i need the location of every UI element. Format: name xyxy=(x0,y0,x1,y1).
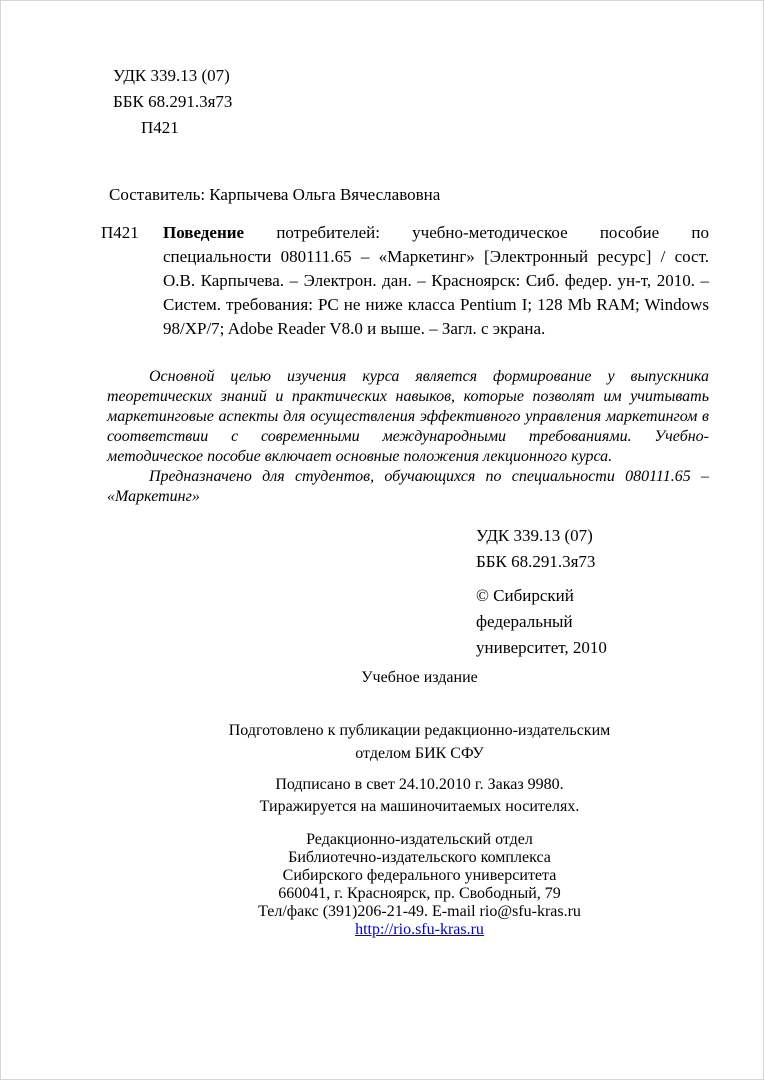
publisher-website-link[interactable]: http://rio.sfu-kras.ru xyxy=(355,921,484,938)
annotation-paragraph-1: Основной целью изучения курса является формирование у выпускника теоретических знаний и практических навыков, которые позволят им учитывать маркетинговые аспекты для осуществления эффективного управления маркетингом в соответствии с современными международными требованиями. Учебно-методическое пособие включает основные положения лекционного курса. xyxy=(107,368,709,465)
bib-title: Поведение xyxy=(163,223,245,242)
udk-code: УДК 339.13 (07) xyxy=(113,66,230,85)
publisher-line: 660041, г. Красноярск, пр. Свободный, 79 xyxy=(278,885,561,902)
release-block xyxy=(106,774,733,818)
bibliographic-entry xyxy=(101,221,709,341)
imprint-udk-code: УДК 339.13 (07) xyxy=(476,526,593,545)
prepared-line: отделом БИК СФУ xyxy=(355,745,484,762)
prepared-block xyxy=(106,719,733,765)
imprint-bbk-code: ББК 68.291.3я73 xyxy=(476,552,596,571)
edition-type: Учебное издание xyxy=(361,669,478,686)
imprint-codes-block xyxy=(476,523,763,661)
bib-code: П421 xyxy=(101,223,139,242)
copyright-line: © Сибирский xyxy=(476,586,574,605)
bib-description xyxy=(163,221,709,341)
annotation-block xyxy=(107,367,709,507)
bbk-code: ББК 68.291.3я73 xyxy=(113,92,233,111)
copyright-line: федеральный xyxy=(476,612,573,631)
publisher-line: Сибирского федерального университета xyxy=(282,867,557,884)
bib-text-body: потребителей: учебно-методическое пособие по специальности 080111.65 – «Маркетинг» [Электронный ресурс] / сост. О.В. Карпычева. – Электрон. дан. – Красноярск: Сиб. федер. ун-т, 2010. – Систем. требования: PC не ниже класса Pentium I; 128 Mb RAM; Windows 98/XP/7; Adobe Reader V8.0 и выше. – Загл. с экрана. xyxy=(163,223,709,338)
copyright-block xyxy=(476,583,763,661)
copyright-line: университет, 2010 xyxy=(476,638,607,657)
author-sign-code: П421 xyxy=(141,118,179,137)
annotation-paragraph-2: Предназначено для студентов, обучающихся по специальности 080111.65 – «Маркетинг» xyxy=(107,468,709,505)
compiler-line: Составитель: Карпычева Ольга Вячеславовна xyxy=(109,185,441,204)
release-line: Подписано в свет 24.10.2010 г. Заказ 9980. xyxy=(275,776,564,793)
release-line: Тиражируется на машиночитаемых носителях. xyxy=(259,798,580,815)
head-codes xyxy=(113,1,763,141)
publisher-block xyxy=(106,831,733,939)
publisher-line: Библиотечно-издательского комплекса xyxy=(288,849,551,866)
prepared-line: Подготовлено к публикации редакционно-издательским xyxy=(228,722,611,739)
publisher-line: Редакционно-издательский отдел xyxy=(306,831,533,848)
publisher-line: Тел/факс (391)206-21-49. E-mail rio@sfu-kras.ru xyxy=(258,903,581,920)
